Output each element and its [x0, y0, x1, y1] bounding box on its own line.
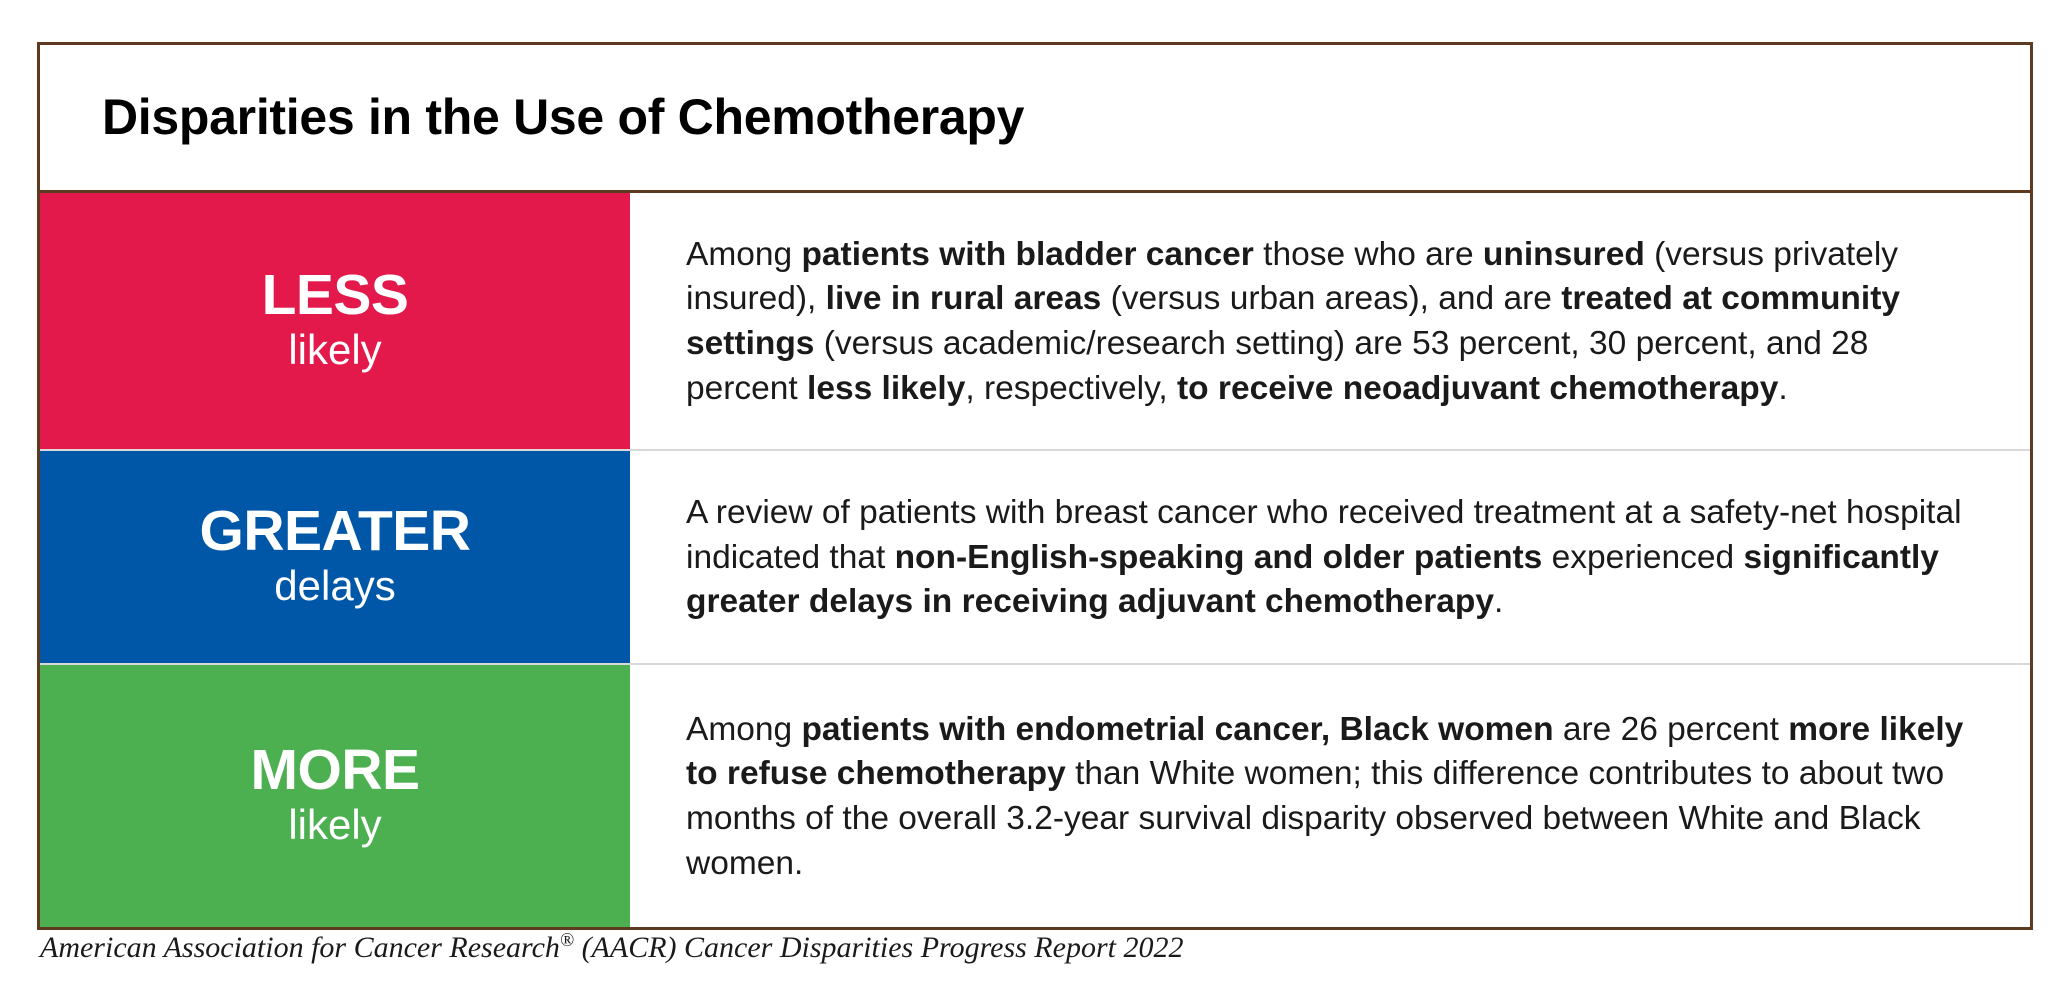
- row-label-subtext: delays: [274, 562, 396, 610]
- figure-rows: [40, 193, 2030, 927]
- row-body-text: Among patients with endometrial cancer, Black women are 26 percent more likely to refuse chemotherapy than White women; this difference contributes to about two months of the overall 3.2-year survival disparity observed between White and Black women.: [686, 710, 1964, 882]
- chemotherapy-disparities-figure: [37, 42, 2033, 930]
- source-suffix: (AACR) Cancer Disparities Progress Report 2022: [574, 931, 1184, 964]
- row-label-less: [40, 193, 630, 449]
- registered-mark-icon: ®: [559, 930, 575, 951]
- row-label-headline: LESS: [261, 263, 409, 328]
- table-row: [40, 665, 2030, 927]
- figure-title-bar: [40, 45, 2030, 193]
- table-row: [40, 451, 2030, 665]
- row-text-cell: [630, 451, 2030, 663]
- source-citation: [40, 930, 1183, 965]
- row-label-greater: [40, 451, 630, 663]
- row-label-subtext: likely: [288, 801, 382, 849]
- source-prefix: American Association for Cancer Research: [40, 931, 560, 964]
- table-row: [40, 193, 2030, 451]
- row-label-headline: MORE: [250, 738, 420, 803]
- page-title: Disparities in the Use of Chemotherapy: [102, 89, 1025, 146]
- row-label-subtext: likely: [288, 326, 382, 374]
- row-text-cell: [630, 665, 2030, 927]
- row-body-text: A review of patients with breast cancer who received treatment at a safety-net hospital indicated that non-English-speaking and older patients experienced significantly greater delays in receiving adjuvant chemotherapy.: [686, 494, 1962, 621]
- row-body-text: Among patients with bladder cancer those who are uninsured (versus privately insured), live in rural areas (versus urban areas), and are treated at community settings (versus academic/research setting) are 53 percent, 30 percent, and 28 percent less likely, respectively, to receive neoadjuvant chemotherapy.: [686, 235, 1900, 407]
- row-text-cell: [630, 193, 2030, 449]
- row-label-more: [40, 665, 630, 927]
- row-label-headline: GREATER: [199, 499, 471, 564]
